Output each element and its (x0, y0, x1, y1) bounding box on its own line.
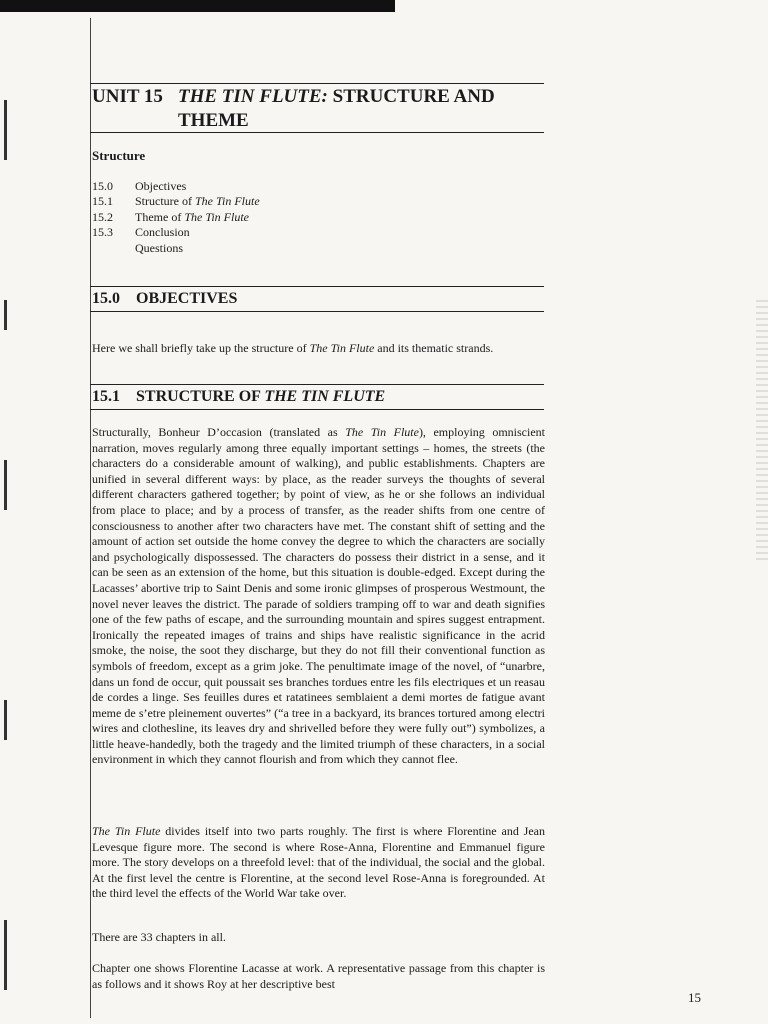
structure-rule-bottom (90, 409, 544, 410)
toc-num (92, 241, 135, 256)
toc-item (92, 194, 260, 209)
structure-paragraph-3: There are 33 chapters in all. (92, 930, 226, 944)
objectives-heading-num: 15.0 (92, 290, 120, 307)
objectives-rule-top (90, 286, 544, 287)
unit-title-italic: THE TIN FLUTE: (178, 86, 328, 107)
scan-binding-edge (0, 60, 14, 1020)
toc-text: Theme of (135, 209, 185, 224)
objectives-text: Here we shall briefly take up the structure of (92, 341, 310, 355)
toc-num: 15.0 (92, 179, 113, 193)
toc-text: Objectives (135, 179, 187, 193)
toc-text-italic: The Tin Flute (194, 194, 260, 209)
toc-text: Conclusion (135, 225, 190, 240)
toc-item (92, 179, 260, 194)
toc-item (92, 210, 260, 225)
structure-rule-top (90, 384, 544, 385)
scan-top-bar (0, 0, 395, 12)
objectives-rule-bottom (90, 311, 544, 312)
scan-edge-noise (756, 300, 768, 560)
p1-text-a: Structurally, Bonheur D’occasion (translated as (92, 425, 346, 439)
structure-heading-italic: THE TIN FLUTE (264, 388, 386, 405)
objectives-paragraph (92, 341, 545, 357)
unit-title-rest: STRUCTURE AND (327, 86, 495, 107)
unit-number: UNIT 15 (92, 86, 163, 107)
toc-text: Questions (135, 240, 183, 255)
objectives-heading-text: OBJECTIVES (136, 290, 238, 307)
objectives-text-end: and its thematic strands. (374, 341, 494, 355)
title-rule-top (90, 83, 544, 84)
unit-title-line2: THEME (178, 110, 249, 131)
toc-item (92, 241, 260, 256)
toc-text-italic: The Tin Flute (184, 209, 249, 224)
toc-num: 15.2 (92, 209, 113, 224)
structure-heading: Structure (92, 148, 146, 163)
p1-italic: The Tin Flute (345, 425, 419, 439)
structure-heading-num: 15.1 (92, 388, 120, 405)
structure-paragraph-4: Chapter one shows Florentine Lacasse at work. A representative passage from this chapter is as follows and it shows Roy at her descriptive best (92, 961, 545, 991)
objectives-text-italic: The Tin Flute (309, 341, 375, 355)
toc-item (92, 225, 260, 240)
p2-italic: The Tin Flute (92, 824, 161, 838)
p2-text: divides itself into two parts roughly. The first is where Florentine and Jean Levesque figure more. The second is where Rose-Anna, Florentine and Emmanuel figure more. The story develops on a threefold level: that of the individual, the social and the global. At the first level the centre is Florentine, at the second level Rose-Anna is foregrounded. At the third level the effects of the World War take over. (92, 824, 546, 901)
structure-paragraph-1 (92, 425, 545, 768)
toc-num: 15.3 (92, 225, 113, 240)
structure-paragraph-2 (92, 824, 545, 902)
page-number: 15 (688, 990, 701, 1005)
margin-line (90, 18, 91, 1018)
table-of-contents (92, 179, 260, 256)
unit-title (92, 85, 542, 133)
title-rule-bottom (90, 132, 544, 133)
structure-heading-text: STRUCTURE OF (136, 388, 265, 405)
objectives-heading (92, 289, 237, 309)
structure-section-heading (92, 387, 385, 407)
toc-num: 15.1 (92, 194, 113, 209)
toc-text: Structure of (135, 194, 195, 209)
p1-text-b: ), employing omniscient narration, moves regularly among three equally important settings – homes, the streets (the characters do a considerable amount of walking), and public establishments. Chapters are unified in several different ways: by place, as the reader surveys the thoughts of several different characters gathered together; by point of view, as he or she follows an individual from place to place; and by a process of transfer, as the reader shifts from one centre of consciousness to another after two characters have met. The constant shift of setting and the amount of action set outside the home convey the degree to which the characters are socially and psychologically dispossessed. The characters do possess their district in a sense, and it can be seen as an extension of the home, but this situation is double-edged. Except during the Lacasses’ abortive trip to Saint Denis and some ironic glimpses of prosperous Westmount, the novel never leaves the district. The parade of soldiers tramping off to war and death signifies one of the few paths of escape, and the surrounding mountain and spires suggest entrapment. Ironically the repeated images of trains and ships have realistic significance in the acrid smoke, the noise, the soot they discharge, but they do not fill their conventional function as symbols of freedom, except as a grim joke. The penultimate image of the novel, of “unarbre, dans un fond de occur, quit poussait ses branches tordues entre les fils electriques et un reasau de cordes a linge. Ses feuilles dures et ratatinees semblaient a demi mortes de fatigue avant meme de s’etre pleinement ouvertes” (“a tree in a backyard, its brances tortured among electri wires and clothesline, its leaves dry and shrivelled before they were fully out”) symbolizes, a little heave-handedly, both the tragedy and the limited triumph of these characters, in a social environment in which they cannot flourish and from which they cannot flee. (92, 425, 545, 767)
